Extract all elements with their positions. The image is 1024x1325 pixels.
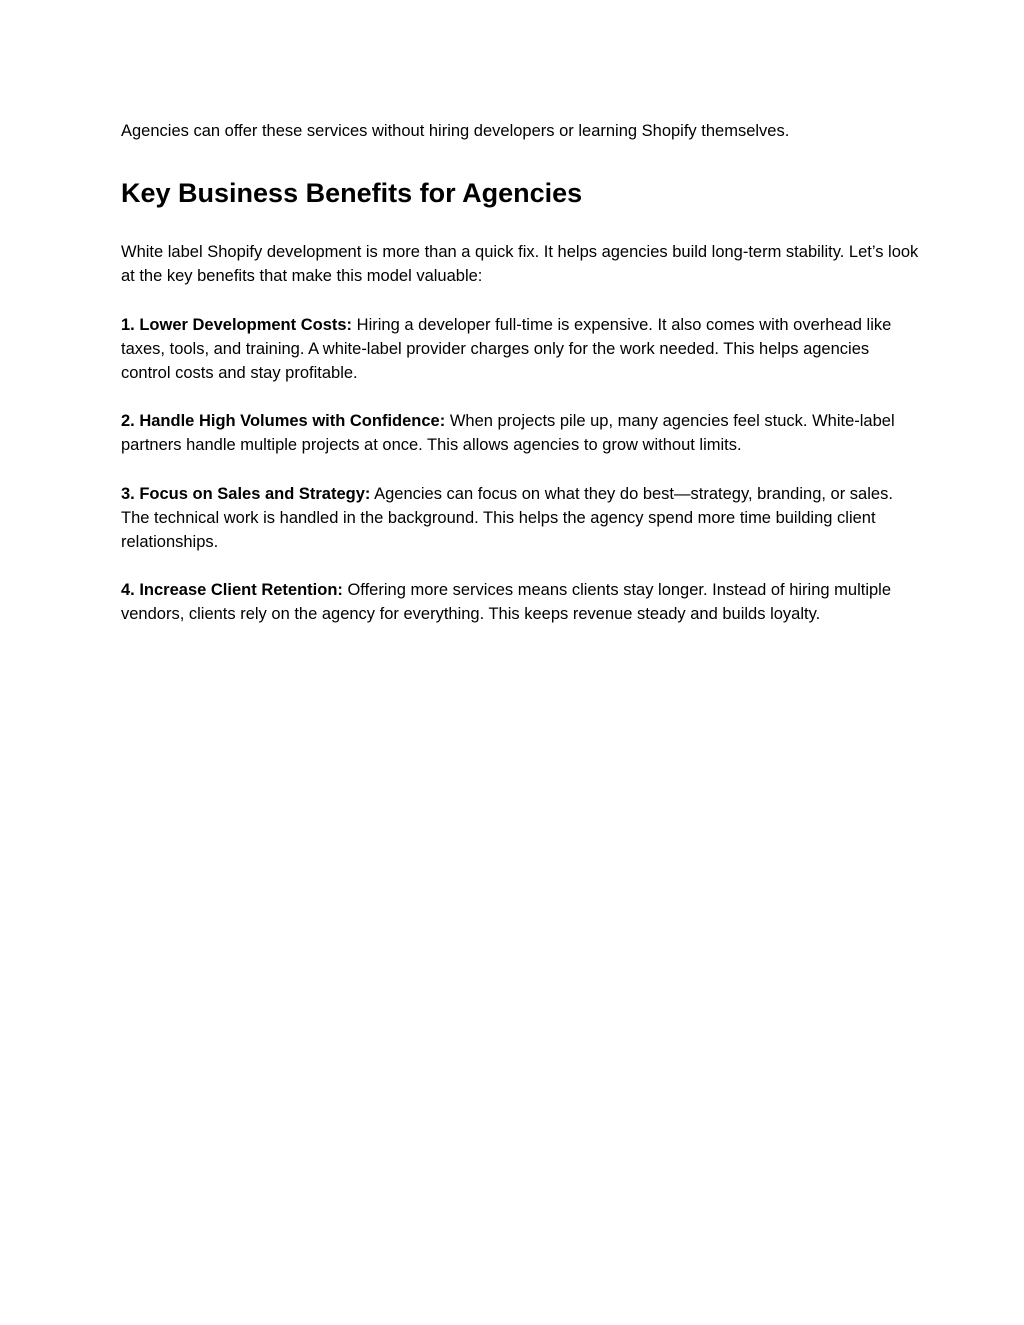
- document-content: [121, 119, 921, 627]
- section-heading: Key Business Benefits for Agencies: [121, 178, 583, 209]
- benefit-paragraph-2: [121, 409, 921, 457]
- lead-paragraph: White label Shopify development is more than a quick fix. It helps agencies build long-term stability. Let’s look at the key benefits that make this model valuable:: [121, 243, 919, 286]
- benefit-paragraph-4: [121, 578, 921, 626]
- benefit-text-2: When projects pile up, many agencies feel stuck. White-label partners handle multiple projects at once. This allows agencies to grow without limits.: [121, 412, 895, 455]
- benefit-text-3: Agencies can focus on what they do best—strategy, branding, or sales. The technical work is handled in the background. This helps the agency spend more time building client relationships.: [121, 484, 893, 552]
- benefit-title-2: 2. Handle High Volumes with Confidence:: [121, 412, 446, 431]
- benefit-text-4: Offering more services means clients stay longer. Instead of hiring multiple vendors, clients rely on the agency for everything. This keeps revenue steady and builds loyalty.: [121, 581, 892, 624]
- intro-paragraph: Agencies can offer these services without hiring developers or learning Shopify themselves.: [121, 122, 790, 140]
- benefit-title-1: 1. Lower Development Costs:: [121, 315, 353, 334]
- benefit-paragraph-1: [121, 313, 921, 386]
- benefit-paragraph-3: [121, 482, 921, 555]
- benefit-text-1: Hiring a developer full-time is expensive. It also comes with overhead like taxes, tools, and training. A white-label provider charges only for the work needed. This helps agencies control costs and stay profitable.: [121, 315, 892, 383]
- benefit-title-3: 3. Focus on Sales and Strategy:: [121, 484, 371, 503]
- benefit-title-4: 4. Increase Client Retention:: [121, 581, 343, 600]
